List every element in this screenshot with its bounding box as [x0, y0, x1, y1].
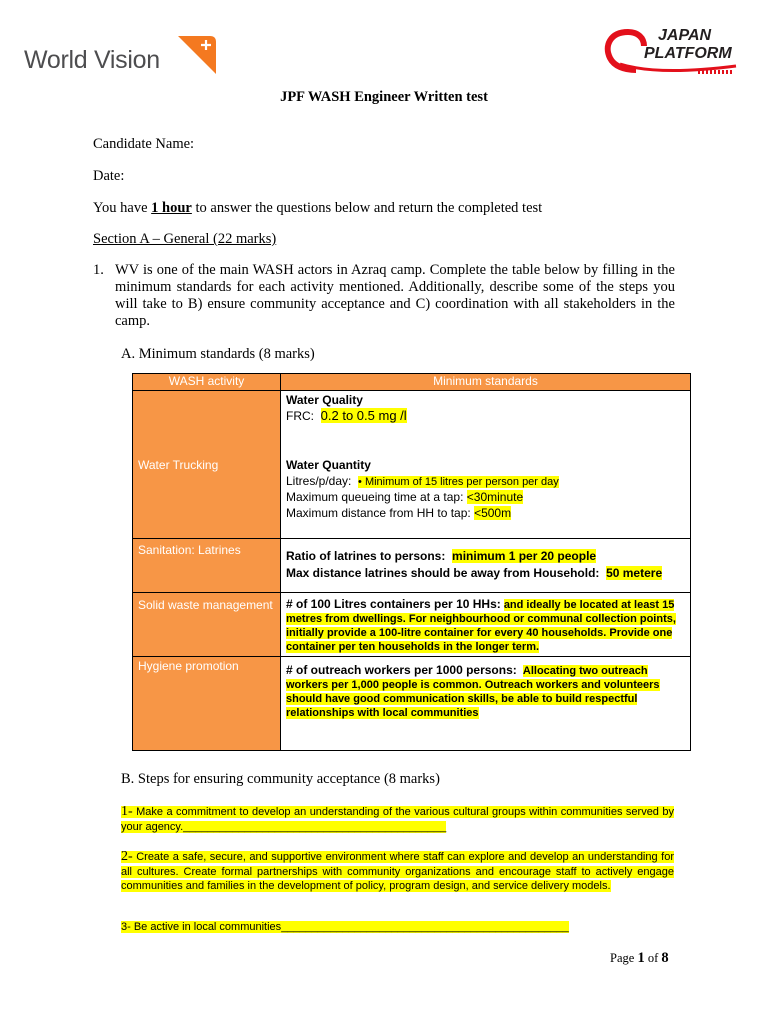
answer-2	[121, 850, 674, 894]
question-1-text: WV is one of the main WASH actors in Azraq camp. Complete the table below by filling in the minimum standards for each activity mentioned. Additionally, describe some of the steps you will take to B) ensure community acceptance and C) coordination with all stakeholders in the camp.	[115, 262, 675, 329]
answer-3-line: _______________________________________________	[281, 921, 569, 933]
question-1-number: 1.	[93, 262, 104, 278]
standards-solid-waste	[281, 593, 691, 657]
japan-platform-line1: JAPAN	[658, 27, 712, 44]
instructions-post: to answer the questions below and return the completed test	[191, 200, 543, 216]
latrine-distance-label: Max distance latrines should be away from Household:	[286, 566, 600, 580]
world-vision-logo-text: World Vision	[24, 46, 160, 74]
distance-label: Maximum distance from HH to tap:	[286, 506, 471, 520]
minimum-standards-table	[132, 373, 691, 751]
standards-water-trucking	[281, 391, 691, 539]
latrine-distance-value: 50 metere	[606, 566, 663, 580]
activity-hygiene: Hygiene promotion	[133, 657, 281, 751]
answer-2-number: 2-	[121, 849, 133, 864]
japan-platform-logo	[598, 24, 744, 80]
activity-solid-waste: Solid waste management	[133, 593, 281, 657]
lpd-value: • Minimum of 15 litres per person per day	[358, 476, 559, 488]
containers-value: and ideally be located at least 15 metres from dwellings. For neighbourhood or communal collection points, initially provide a 100-litre container for every 40 households. Provide one container per ten households in the longer term.	[286, 599, 676, 653]
activity-sanitation: Sanitation: Latrines	[133, 539, 281, 593]
page-total: 8	[661, 950, 669, 966]
section-a-heading: Section A – General (22 marks)	[93, 231, 277, 247]
outreach-label: # of outreach workers per 1000 persons:	[286, 663, 517, 677]
standards-hygiene	[281, 657, 691, 751]
page-footer	[610, 950, 669, 967]
instructions	[93, 200, 542, 217]
world-vision-logo	[24, 34, 224, 80]
answer-1	[121, 805, 674, 834]
frc-value: 0.2 to 0.5 mg /l	[320, 408, 407, 423]
page-number: 1	[637, 950, 645, 966]
instructions-pre: You have	[93, 200, 152, 216]
containers-label: # of 100 Litres containers per 10 HHs:	[286, 597, 501, 611]
answer-3-text: 3- Be active in local communities	[121, 921, 282, 933]
document-title: JPF WASH Engineer Written test	[280, 89, 488, 105]
queue-label: Maximum queueing time at a tap:	[286, 490, 464, 504]
candidate-name-label: Candidate Name:	[93, 136, 195, 152]
answer-1-number: 1-	[121, 804, 133, 819]
answer-2-text: Create a safe, secure, and supportive environment where staff can explore and develop an understanding for all cultures. Create formal partnerships with community organizations and encourage staff to actively engage communities and families in the development of policy, program design, and service delivery models.	[121, 851, 674, 892]
activity-water-trucking: Water Trucking	[133, 391, 281, 539]
page-label: Page	[610, 951, 635, 965]
latrine-ratio-value: minimum 1 per 20 people	[452, 549, 597, 563]
world-vision-star-icon	[174, 34, 220, 76]
header-standards: Minimum standards	[281, 374, 691, 391]
instructions-duration: 1 hour	[151, 200, 192, 216]
water-quantity-heading: Water Quantity	[286, 458, 371, 472]
date-label: Date:	[93, 168, 125, 184]
distance-value: <500m	[474, 506, 512, 520]
answer-3	[121, 920, 674, 935]
table-row-sanitation	[133, 539, 691, 593]
of-label: of	[647, 951, 659, 965]
frc-label: FRC:	[286, 409, 314, 423]
latrine-ratio-label: Ratio of latrines to persons:	[286, 549, 446, 563]
table-header-row	[133, 374, 691, 391]
queue-value: <30minute	[466, 490, 524, 504]
answer-1-text: Make a commitment to develop an understanding of the various cultural groups within communities served by your agency.	[121, 806, 674, 833]
header-activity: WASH activity	[133, 374, 281, 391]
question-1	[93, 262, 675, 330]
table-row-hygiene	[133, 657, 691, 751]
outreach-value: Allocating two outreach workers per 1,000 people is common. Outreach workers and volunteers should have good communication skills, be able to build respectful relationships with local communities	[286, 665, 660, 719]
table-row-solid-waste	[133, 593, 691, 657]
water-quality-heading: Water Quality	[286, 393, 363, 407]
lpd-label: Litres/p/day:	[286, 474, 352, 488]
sub-question-a-heading: A. Minimum standards (8 marks)	[121, 346, 315, 362]
japan-platform-line2: PLATFORM	[644, 45, 732, 62]
standards-sanitation	[281, 539, 691, 593]
answer-1-line: ___________________________________________	[183, 820, 447, 833]
sub-question-b-heading: B. Steps for ensuring community acceptance (8 marks)	[121, 771, 440, 787]
table-row-water-trucking	[133, 391, 691, 539]
